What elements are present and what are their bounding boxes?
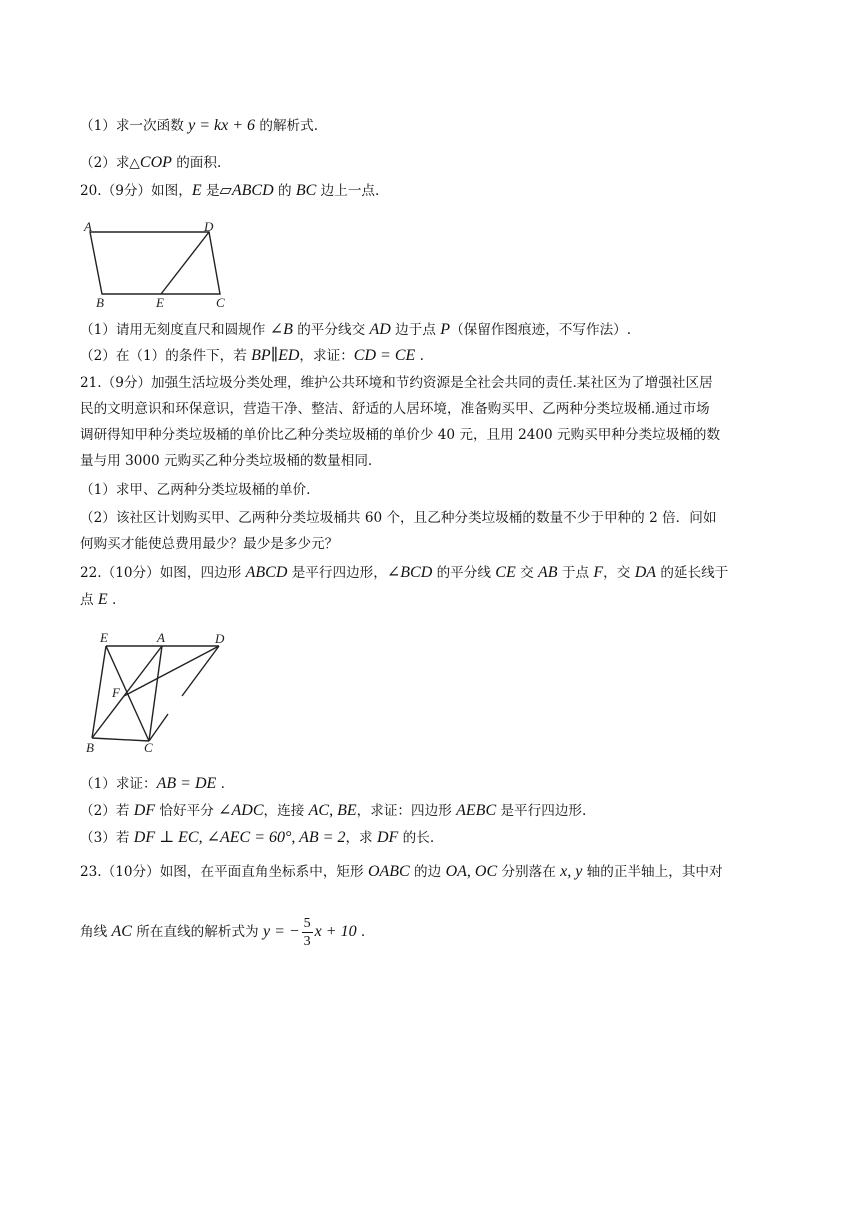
q22-line-bc <box>92 738 149 741</box>
q23-oa-oc: OA, OC <box>445 863 498 880</box>
q22-h-angle: ∠BCD <box>386 564 433 581</box>
q22-part1-c: . <box>216 776 225 792</box>
q22-part3-e: 的长. <box>398 830 435 846</box>
q23-l1-e: 分别落在 <box>497 864 561 880</box>
q22-line-dc-upper <box>182 646 219 696</box>
q22-h-e: 的平分线 <box>432 565 496 581</box>
q22-h2-a: 点 <box>80 592 98 608</box>
q20-part2-c: ，求证： <box>299 348 354 364</box>
q20-heading-prefix: 20.（9分）如图， <box>80 183 192 199</box>
q23-l2-f: . <box>356 924 366 940</box>
q22-h-f: F <box>593 564 604 581</box>
q22-line-eb <box>92 646 106 738</box>
q19-part2-prefix: （2）求△ <box>80 155 140 171</box>
q20-segment-de <box>161 232 209 294</box>
q22-label-a: A <box>157 630 165 645</box>
q19-part2-suffix: 的面积. <box>171 155 222 171</box>
q20-heading-mid2: 的 <box>273 183 296 199</box>
q20-parallelogram: ▱ABCD <box>219 182 274 199</box>
q22-h-a: 22.（10分）如图，四边形 <box>80 565 246 581</box>
q22-h-ce: CE <box>495 564 516 581</box>
q22-line-df <box>124 646 219 696</box>
q20-part1-a: （1）请用无刻度直尺和圆规作 <box>80 322 270 338</box>
q22-part2-segments: AC, BE <box>308 802 357 819</box>
q23-ac: AC <box>111 923 132 940</box>
q20-part1 <box>80 320 631 340</box>
q23-fraction-denominator: 3 <box>303 934 311 949</box>
q23-oabc: OABC <box>367 863 410 880</box>
q22-h-abcd: ABCD <box>245 564 288 581</box>
q22-part2-a: （2）若 <box>80 803 134 819</box>
q22-part2 <box>80 801 586 821</box>
q20-part2-equation: CD = CE <box>353 347 416 364</box>
q22-label-c: C <box>144 740 153 755</box>
q20-heading-suffix: 边上一点. <box>316 183 380 199</box>
q22-h-da: DA <box>634 564 657 581</box>
q23-l1-c: 的边 <box>409 864 446 880</box>
q22-h-c: 是平行四边形， <box>287 565 387 581</box>
q22-part3-conditions: DF ⊥ EC, ∠AEC = 60°, AB = 2 <box>133 829 346 846</box>
q20-label-e: E <box>156 295 164 310</box>
q20-part1-g: （保留作图痕迹，不写作法）. <box>450 322 632 338</box>
q20-part2-parallel: BP∥ED <box>251 347 300 364</box>
q19-part2 <box>80 153 221 173</box>
q23-l1-g: 轴的正半轴上，其中对 <box>582 864 723 880</box>
q22-part2-angle: ∠ADC <box>218 802 264 819</box>
q20-part1-e: 边于点 <box>390 322 441 338</box>
q22-h-i: 于点 <box>557 565 594 581</box>
q23-line2 <box>80 912 365 952</box>
q23-x-plus: x + 10 <box>314 923 357 940</box>
q21-line4: 量与用 3000 元购买乙种分类垃圾桶的数量相同. <box>80 453 373 469</box>
q20-label-d: D <box>204 219 214 234</box>
q22-h2-c: . <box>107 592 117 608</box>
q22-part1 <box>80 774 225 794</box>
q22-part3-c: ，求 <box>345 830 377 846</box>
q20-parallelogram-shape <box>90 232 220 294</box>
q20-parallelogram-figure <box>78 218 238 310</box>
q21-line1: 21.（9分）加强生活垃圾分类处理，维护公共环境和节约资源是全社会共同的责任.某社区为了增强社区居 <box>80 375 713 391</box>
q22-part1-equation: AB = DE <box>156 775 217 792</box>
q22-label-b: B <box>86 740 94 755</box>
q22-part2-aebc: AEBC <box>456 802 497 819</box>
q21-line3: 调研得知甲种分类垃圾桶的单价比乙种分类垃圾桶的单价少 40 元，且用 2400 元购买甲种分类垃圾桶的数 <box>80 427 721 443</box>
q22-part3-a: （3）若 <box>80 830 134 846</box>
q22-part1-a: （1）求证： <box>80 776 157 792</box>
q21-part2-line1: （2）该社区计划购买甲、乙两种分类垃圾桶共 60 个，且乙种分类垃圾桶的数量不少于甲种的 2 倍．问如 <box>80 510 717 526</box>
q22-h2-e: E <box>97 591 108 608</box>
q20-part1-point: P <box>440 321 451 338</box>
q22-part3 <box>80 828 434 848</box>
q19-part1-expr: y = kx + 6 <box>188 117 256 134</box>
q20-heading-mid: 是 <box>201 183 220 199</box>
q20-part1-angle: ∠B <box>269 321 293 338</box>
q20-label-b: B <box>96 295 104 310</box>
q20-part2-a: （2）在（1）的条件下，若 <box>80 348 252 364</box>
q20-point-e: E <box>191 182 202 199</box>
q20-label-a: A <box>84 219 92 234</box>
q21-part2-line2: 何购买才能使总费用最少？最少是多少元？ <box>80 536 339 552</box>
q21-line2: 民的文明意识和环保意识，营造干净、整洁、舒适的人居环境，准备购买甲、乙两种分类垃圾桶.通过市场 <box>80 401 710 417</box>
q21-part1: （1）求甲、乙两种分类垃圾桶的单价. <box>80 482 311 498</box>
q22-part2-g: ，求证：四边形 <box>356 803 457 819</box>
q20-part2-e: . <box>415 348 424 364</box>
q22-part2-e: ，连接 <box>263 803 309 819</box>
q20-part2 <box>80 346 424 366</box>
q23-fraction-numerator: 5 <box>303 916 311 931</box>
q20-heading <box>80 181 379 201</box>
q22-label-d: D <box>215 631 225 646</box>
q22-label-e: E <box>100 630 108 645</box>
q19-part1-prefix: （1）求一次函数 <box>80 118 189 134</box>
q20-label-c: C <box>216 295 225 310</box>
q23-line1 <box>80 862 723 882</box>
q23-xy: x, y <box>560 863 583 880</box>
q22-label-f: F <box>112 685 120 700</box>
q22-h-ab: AB <box>538 564 558 581</box>
q22-h-k: ，交 <box>603 565 635 581</box>
q23-l2-a: 角线 <box>80 924 112 940</box>
q20-part1-side: AD <box>369 321 391 338</box>
q22-h-g: 交 <box>515 565 538 581</box>
q22-heading-line1 <box>80 563 728 583</box>
q23-l2-c: 所在直线的解析式为 <box>131 924 263 940</box>
q20-part1-c: 的平分线交 <box>292 322 370 338</box>
q22-figure <box>82 626 242 756</box>
q22-part2-c: 恰好平分 <box>155 803 219 819</box>
q20-side-bc: BC <box>295 182 317 199</box>
q23-l1-a: 23.（10分）如图，在平面直角坐标系中，矩形 <box>80 864 368 880</box>
q19-part1 <box>80 116 318 136</box>
q22-heading-line2 <box>80 590 116 610</box>
q22-part2-df: DF <box>133 802 156 819</box>
q23-fraction <box>302 915 313 950</box>
q22-part2-i: 是平行四边形. <box>496 803 587 819</box>
q19-part1-suffix: 的解析式. <box>255 118 319 134</box>
q22-h-m: 的延长线于 <box>656 565 729 581</box>
q22-part3-df: DF <box>376 829 399 846</box>
q19-part2-expr: COP <box>139 154 172 171</box>
q23-y-minus: y = − <box>262 923 300 940</box>
